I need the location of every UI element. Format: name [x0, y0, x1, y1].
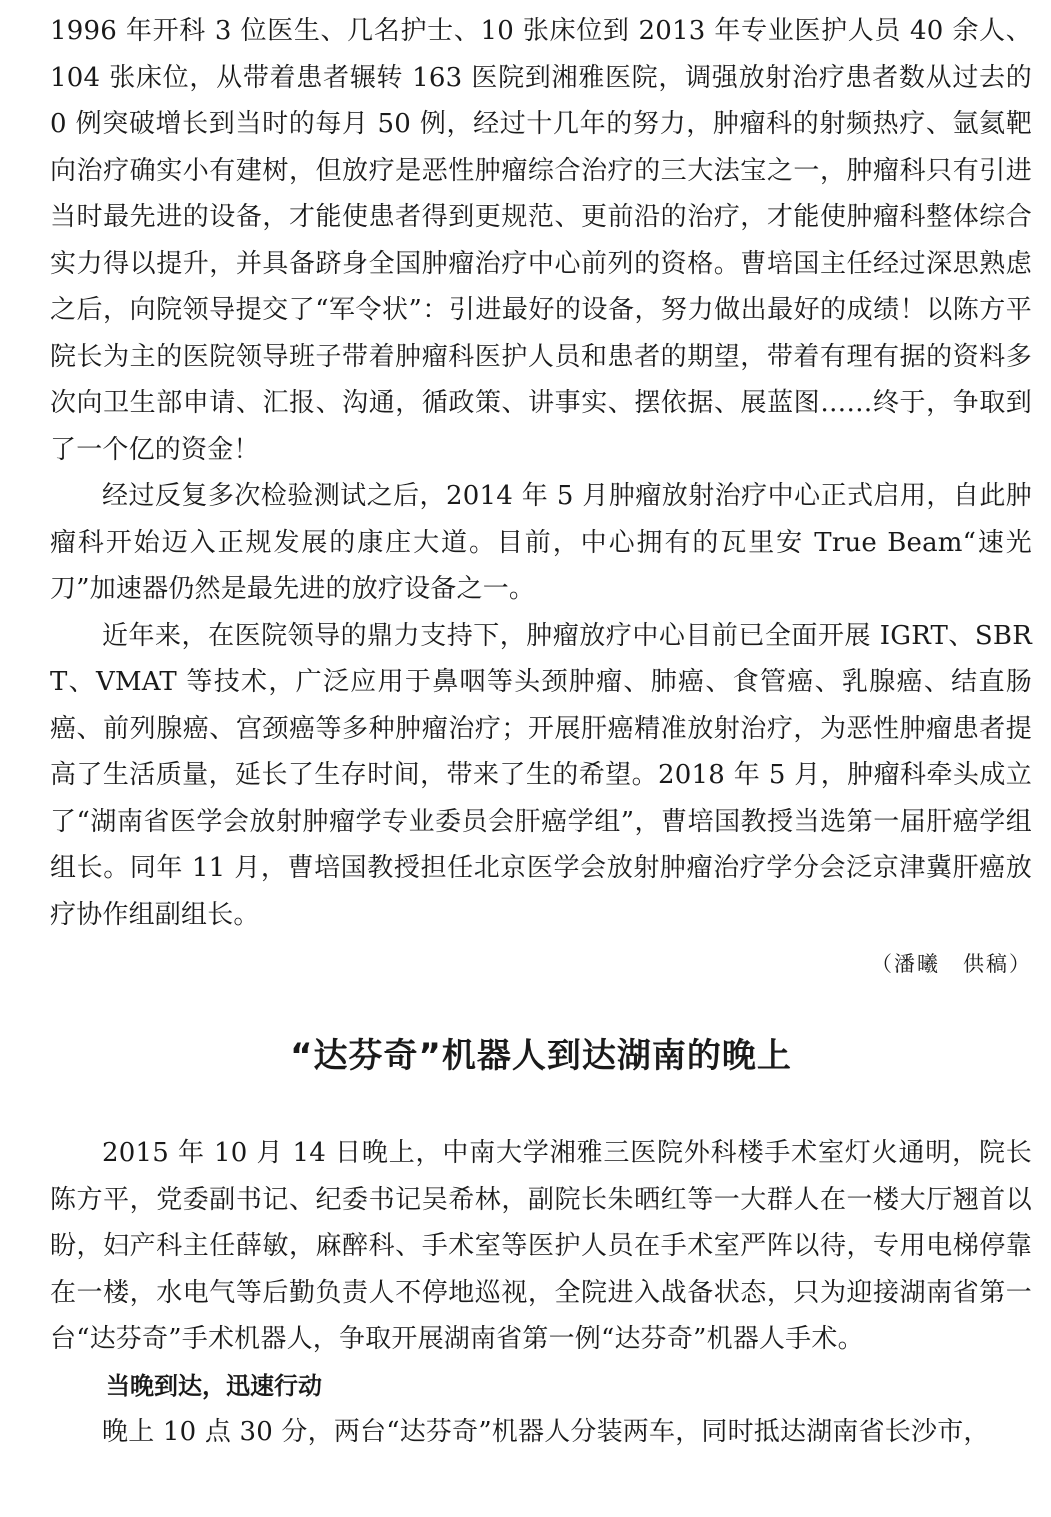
body-paragraph: 2015 年 10 月 14 日晚上，中南大学湘雅三医院外科楼手术室灯火通明，院长陈方平，党委副书记、纪委书记吴希林，副院长朱晒红等一大群人在一楼大厅翘首以盼，妇产科主任薛敏，麻醉科、手术室等医护人员在手术室严阵以待，专用电梯停靠在一楼，水电气等后勤负责人不停地巡视，全院进入战备状态，只为迎接湖南省第一台“达芬奇”手术机器人，争取开展湖南省第一例“达芬奇”机器人手术。 — [50, 1138, 1032, 1354]
body-paragraph: 经过反复多次检验测试之后，2014 年 5 月肿瘤放射治疗中心正式启用，自此肿瘤科开始迈入正规发展的康庄大道。目前，中心拥有的瓦里安 True Beam“速光刀”加速器仍然是最先进的放疗设备之一。 — [50, 481, 1032, 604]
document-page — [50, 8, 1032, 1456]
body-paragraph: 近年来，在医院领导的鼎力支持下，肿瘤放疗中心目前已全面开展 IGRT、SBRT、VMAT 等技术，广泛应用于鼻咽等头颈肿瘤、肺癌、食管癌、乳腺癌、结直肠癌、前列腺癌、宫颈癌等多种肿瘤治疗；开展肝癌精准放射治疗，为恶性肿瘤患者提高了生活质量，延长了生存时间，带来了生的希望。2018 年 5 月，肿瘤科牵头成立了“湖南省医学会放射肿瘤学专业委员会肝癌学组”，曹培国教授当选第一届肝癌学组组长。同年 11 月，曹培国教授担任北京医学会放射肿瘤治疗学分会泛京津冀肝癌放疗协作组副组长。 — [50, 620, 1032, 930]
author-credit: （潘曦 供稿） — [871, 952, 1032, 976]
section-subheading: 当晚到达，迅速行动 — [106, 1371, 322, 1400]
body-paragraph: 晚上 10 点 30 分，两台“达芬奇”机器人分装两车，同时抵达湖南省长沙市， — [102, 1417, 990, 1447]
body-paragraph: 1996 年开科 3 位医生、几名护士、10 张床位到 2013 年专业医护人员 40 余人、104 张床位，从带着患者辗转 163 医院到湘雅医院，调强放射治疗患者数从过去的 0 例突破增长到当时的每月 50 例，经过十几年的努力，肿瘤科的射频热疗、氩氦靶向治疗确实小有建树，但放疗是恶性肿瘤综合治疗的三大法宝之一，肿瘤科只有引进当时最先进的设备，才能使患者得到更规范、更前沿的治疗，才能使肿瘤科整体综合实力得以提升，并具备跻身全国肿瘤治疗中心前列的资格。曹培国主任经过深思熟虑之后，向院领导提交了“军令状”：引进最好的设备，努力做出最好的成绩！以陈方平院长为主的医院领导班子带着肿瘤科医护人员和患者的期望，带着有理有据的资料多次向卫生部申请、汇报、沟通，循政策、讲事实、摆依据、展蓝图……终于，争取到了一个亿的资金！ — [50, 16, 1032, 465]
article-title: “达芬奇”机器人到达湖南的晚上 — [290, 1036, 792, 1076]
